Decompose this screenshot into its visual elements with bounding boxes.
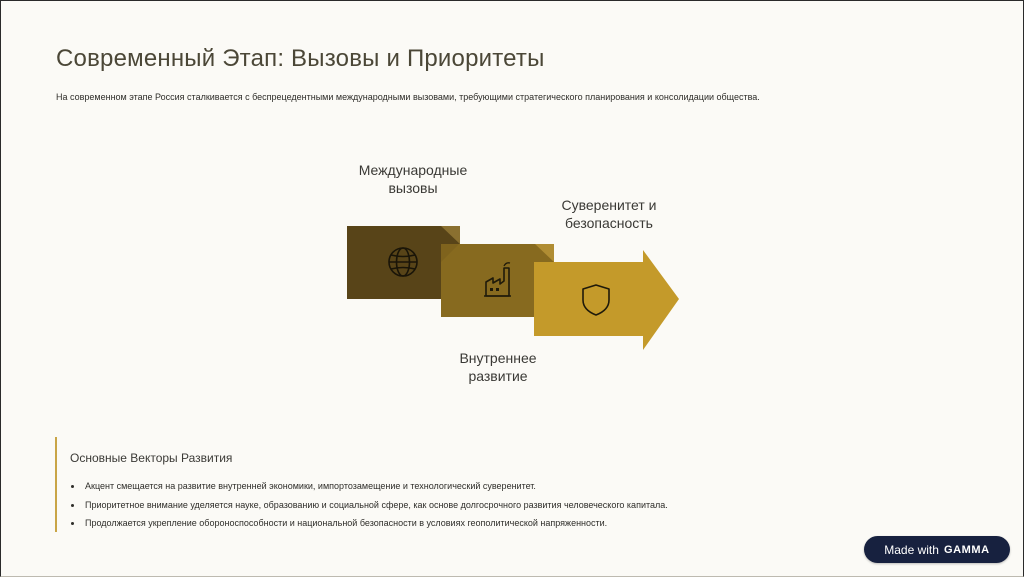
vectors-title: Основные Векторы Развития (70, 451, 233, 465)
made-with-gamma-button[interactable] (864, 536, 1010, 563)
list-item: Акцент смещается на развитие внутренней экономики, импортозамещение и технологический суверенитет. (70, 477, 668, 496)
page-title: Современный Этап: Вызовы и Приоритеты (56, 45, 545, 72)
vectors-callout (55, 437, 757, 532)
gamma-logo: GAMMA (943, 543, 990, 556)
vectors-list (70, 477, 668, 533)
step-label-international: Международные вызовы (358, 162, 468, 196)
page-subtitle: На современном этапе Россия сталкивается с беспрецедентными международными вызовами, требующими стратегического планирования и консолидации общества. (56, 92, 760, 102)
list-item: Продолжается укрепление обороноспособности и национальной безопасности в условиях геополитической напряженности. (70, 514, 668, 533)
made-with-label: Made with (884, 542, 939, 557)
step-label-sovereignty: Суверенитет и безопасность (561, 197, 657, 231)
step-sovereignty (534, 250, 679, 350)
list-item: Приоритетное внимание уделяется науке, образованию и социальной сфере, как основе долгосрочного развития человеческого капитала. (70, 496, 668, 515)
step-label-domestic: Внутреннее развитие (459, 350, 537, 384)
